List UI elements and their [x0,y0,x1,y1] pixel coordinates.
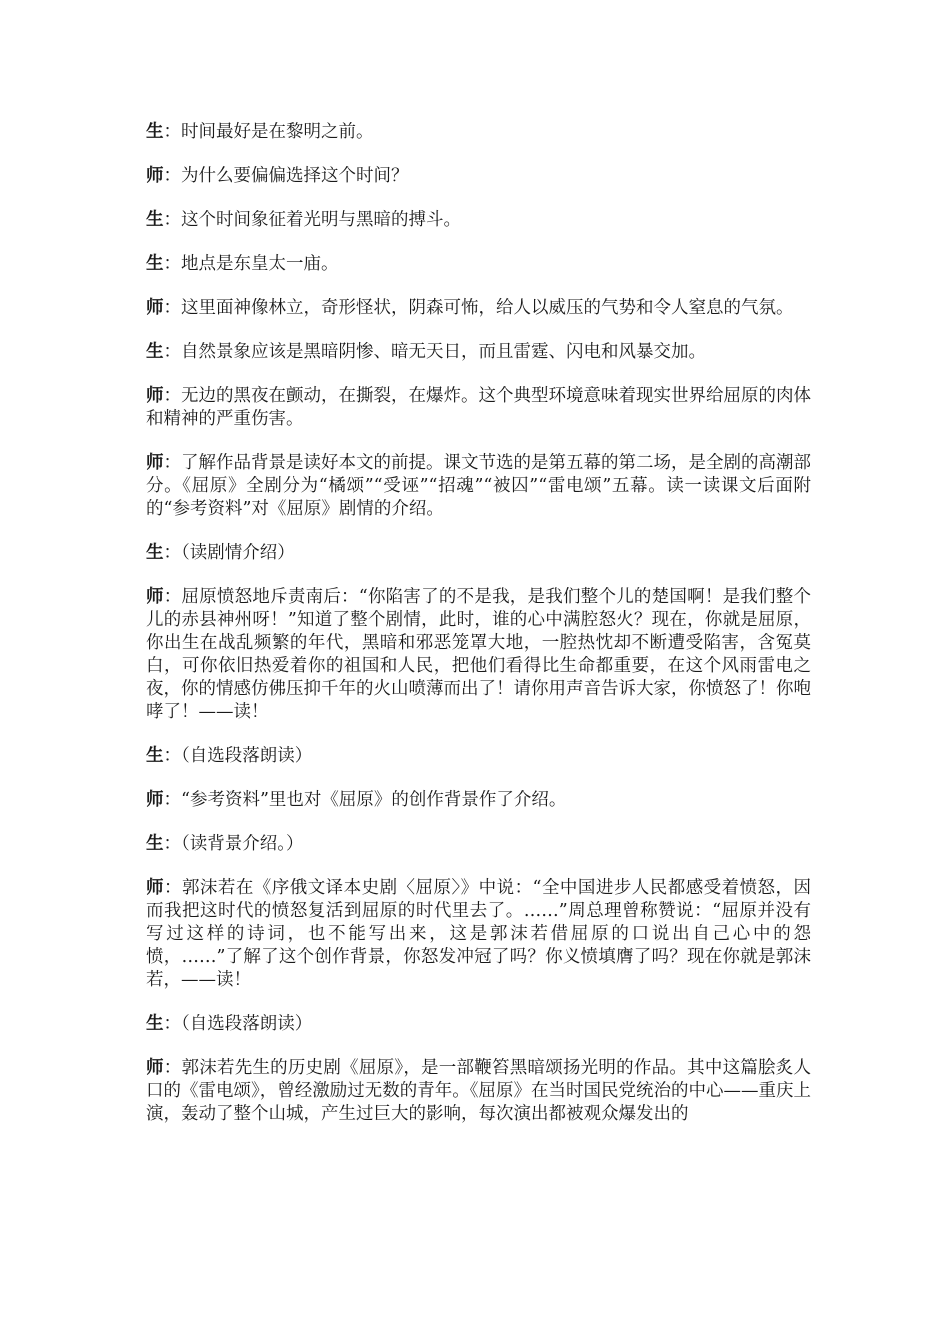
speaker-label: 师 [146,166,164,186]
speaker-label: 生 [146,210,164,230]
speaker-label: 师 [146,878,164,898]
speaker-separator: ： [163,1014,181,1034]
dialogue-line [146,297,811,320]
line-text: 了解作品背景是读好本文的前提。课文节选的是第五幕的第二场，是全剧的高潮部分。《屈原》全剧分为“橘颂”“受诬”“招魂”“被囚”“雷电颂”五幕。读一读课文后面附的“参考资料”对《屈原》剧情的介绍。 [146,453,811,519]
dialogue-line [146,789,811,812]
speaker-label: 生 [146,254,164,274]
speaker-label: 师 [146,587,164,607]
line-text: 屈原愤怒地斥责南后：“你陷害了的不是我，是我们整个儿的楚国啊！是我们整个儿的赤县神州呀！”知道了整个剧情，此时，谁的心中满腔怒火？现在，你就是屈原，你出生在战乱频繁的年代，黑暗和邪恶笼罩大地，一腔热忱却不断遭受陷害，含冤莫白，可你依旧热爱着你的祖国和人民，把他们看得比生命都重要，在这个风雨雷电之夜，你的情感仿佛压抑千年的火山喷薄而出了！请你用声音告诉大家，你愤怒了！你咆哮了！——读！ [146,587,811,722]
dialogue-line [146,586,811,724]
speaker-separator: ： [163,834,181,854]
line-text: （读背景介绍。） [181,834,304,854]
speaker-separator: ： [163,298,181,318]
speaker-separator: ： [163,386,181,406]
speaker-label: 生 [146,746,164,766]
line-text: “参考资料”里也对《屈原》的创作背景作了介绍。 [181,790,567,810]
dialogue-line [146,385,811,431]
speaker-label: 生 [146,543,164,563]
dialogue-line [146,877,811,992]
line-text: （自选段落朗读） [181,746,313,766]
dialogue-line [146,452,811,521]
dialogue-line [146,121,811,144]
speaker-separator: ： [163,543,181,563]
speaker-label: 师 [146,298,164,318]
line-text: （读剧情介绍） [181,543,295,563]
speaker-label: 生 [146,122,164,142]
speaker-label: 师 [146,1058,164,1078]
dialogue-transcript [146,121,811,1147]
line-text: （自选段落朗读） [181,1014,313,1034]
dialogue-line [146,341,811,364]
speaker-separator: ： [163,210,181,230]
line-text: 郭沫若先生的历史剧《屈原》，是一部鞭笞黑暗颂扬光明的作品。其中这篇脍炙人口的《雷电颂》，曾经激励过无数的青年。《屈原》在当时国民党统治的中心——重庆上演，轰动了整个山城，产生过巨大的影响，每次演出都被观众爆发出的 [146,1058,812,1124]
dialogue-line [146,542,811,565]
line-text: 无边的黑夜在颤动，在撕裂，在爆炸。这个典型环境意味着现实世界给屈原的肉体和精神的严重伤害。 [146,386,811,429]
speaker-separator: ： [163,746,181,766]
line-text: 地点是东皇太一庙。 [181,254,339,274]
speaker-separator: ： [163,453,181,473]
speaker-separator: ： [163,790,181,810]
line-text: 这个时间象征着光明与黑暗的搏斗。 [181,210,461,230]
dialogue-line [146,745,811,768]
line-text: 时间最好是在黎明之前。 [181,122,374,142]
speaker-separator: ： [163,166,181,186]
speaker-label: 生 [146,1014,164,1034]
line-text: 自然景象应该是黑暗阴惨、暗无天日，而且雷霆、闪电和风暴交加。 [181,342,706,362]
dialogue-line [146,833,811,856]
dialogue-line [146,165,811,188]
line-text: 这里面神像林立，奇形怪状，阴森可怖，给人以威压的气势和令人窒息的气氛。 [181,298,794,318]
speaker-separator: ： [163,587,182,607]
speaker-separator: ： [163,342,181,362]
speaker-label: 师 [146,386,164,406]
dialogue-line [146,1013,811,1036]
speaker-label: 师 [146,453,164,473]
speaker-label: 生 [146,834,164,854]
speaker-label: 师 [146,790,164,810]
speaker-separator: ： [163,122,181,142]
speaker-separator: ： [163,254,181,274]
speaker-separator: ： [163,878,182,898]
dialogue-line [146,1057,811,1126]
dialogue-line [146,209,811,232]
speaker-separator: ： [163,1058,182,1078]
speaker-label: 生 [146,342,164,362]
line-text: 为什么要偏偏选择这个时间？ [181,166,409,186]
dialogue-line [146,253,811,276]
line-text: 郭沫若在《序俄文译本史剧〈屈原〉》中说：“全中国进步人民都感受着愤怒，因而我把这时代的愤怒复活到屈原的时代里去了。……”周总理曾称赞说：“屈原并没有写过这样的诗词，也不能写出来，这是郭沫若借屈原的口说出自己心中的怨愤，……”了解了这个创作背景，你怒发冲冠了吗？你义愤填膺了吗？现在你就是郭沫若，——读！ [146,878,811,990]
